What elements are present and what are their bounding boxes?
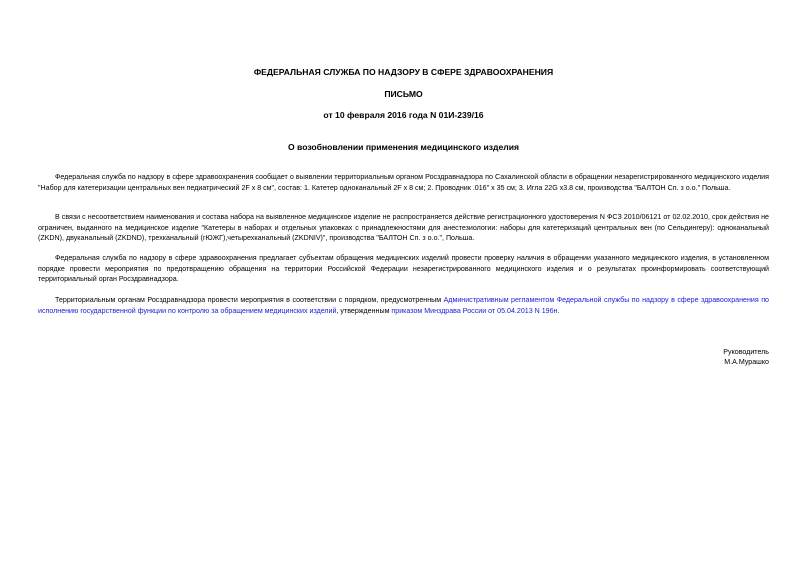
paragraph-3: Федеральная служба по надзору в сфере здравоохранения предлагает субъектам обращения медицинских изделий провести проверку наличия в обращении указанного медицинского изделия, в установленном порядке провести мероприятия по предотвращению обращения на территории Российской Федерации незарегистрированного медицинского изделия и о результатах проинформировать соответствующий территориальный орган Росздравнадзора. <box>38 254 769 284</box>
regulation-link[interactable]: Административным регламентом Федеральной службы по надзору в сфере здравоохранения по исполнению государственной функции по контролю за обращением медицинских изделий <box>38 296 769 315</box>
paragraph-4-text-1: Территориальным органам Росздравнадзора провести мероприятия в соответствии с порядком, предусмотренным <box>55 296 444 304</box>
organization-heading: ФЕДЕРАЛЬНАЯ СЛУЖБА ПО НАДЗОРУ В СФЕРЕ ЗДРАВООХРАНЕНИЯ <box>253 67 554 77</box>
signature-title: Руководитель <box>723 348 769 356</box>
document-subject-heading: О возобновлении применения медицинского изделия <box>287 142 520 152</box>
paragraph-4-text-2: , утвержденным <box>336 306 392 315</box>
paragraph-1: Федеральная служба по надзору в сфере здравоохранения сообщает о выявлении территориальным органом Росздравнадзора по Сахалинской области в обращении незарегистрированного медицинского изделия "Набор для катетеризации центральных вен педиатрический 2F x 8 см", состав: 1. Катетер одноканальный 2F x 8 см; 2. Проводник .016" x 35 см; 3. Игла 22G x3.8 см, производства "БАЛТОН Сп. з о.о." Польша. <box>38 173 769 192</box>
paragraph-4 <box>38 295 769 316</box>
paragraph-2: В связи с несоответствием наименования и состава набора на выявленное медицинское изделие не распространяется действие регистрационного удостоверения N ФСЗ 2010/06121 от 02.02.2010, срок действия не ограничен, выданного на медицинское изделие "Катетеры в наборах и отдельных упаковках с принадлежностями для анестезиологии: наборы для катетеризаций центральных вен (по Сельдингеру): одноканальный (ZKDN), двуканальный (ZKDND), трехканальный (гЮЖГ),четырехканальный (ZKDNIV)", производства "БАЛТОН Сп. з о.о.", Польша. <box>38 213 769 243</box>
document-type-heading: ПИСЬМО <box>384 89 423 99</box>
paragraph-4-text-3: . <box>557 306 560 315</box>
ministry-order-link[interactable]: приказом Минздрава России от 05.04.2013 N 196н <box>391 306 558 315</box>
signature-name: М.А.Мурашко <box>724 358 769 366</box>
document-date-heading: от 10 февраля 2016 года N 01И-239/16 <box>323 110 484 120</box>
